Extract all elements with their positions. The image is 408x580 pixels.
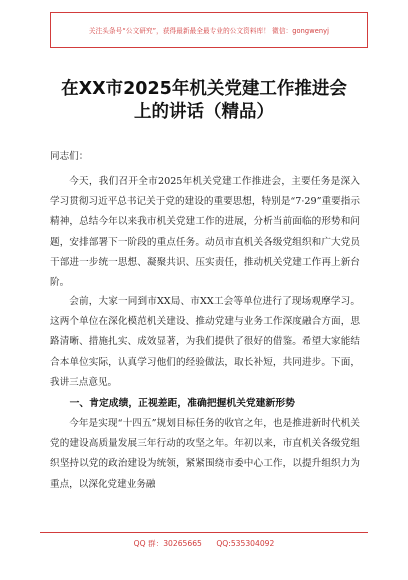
paragraph-2 xyxy=(50,292,360,393)
section-heading-1: 一、肯定成绩，正视差距，准确把握机关党建新形势 xyxy=(69,398,295,409)
document-title-line1: 在XX市2025年机关党建工作推进会 xyxy=(61,79,347,99)
greeting: 同志们： xyxy=(50,151,89,162)
paragraph-3 xyxy=(50,414,360,495)
document-title-line2: 上的讲话（精品） xyxy=(134,102,274,122)
footer-divider xyxy=(40,532,368,533)
header-banner xyxy=(50,12,368,48)
footer xyxy=(0,538,408,549)
footer-qq-contact: QQ:535304092 xyxy=(216,539,275,548)
paragraph-1-text: 今天，我们召开全市2025年机关党建工作推进会，主要任务是深入学习贯彻习近平总书记关于党的建设的重要思想，特别是“7·29”重要指示精神，总结今年以来我市机关党建工作的进展，分析当前面临的形势和问题，安排部署下一阶段的重点任务。动员市直机关各级党组织和广大党员干部进一步统一思想、凝聚共识、压实责任，推动机关党建工作再上新台阶。 xyxy=(50,176,360,289)
header-banner-text: 关注头条号“公文研究”，获得最新最全最专业的公文资料库！ 微信：gongwenyj xyxy=(88,27,330,35)
paragraph-2-text: 会前，大家一同到市XX局、市XX工会等单位进行了现场观摩学习。这两个单位在深化模范机关建设、推动党建与业务工作深度融合方面，思路清晰、措施扎实、成效显著，为我们提供了很好的借鉴。希望大家能结合本单位实际，认真学习他们的经验做法，取长补短，共同进步。下面，我讲三点意见。 xyxy=(50,296,360,388)
paragraph-1 xyxy=(50,172,360,293)
paragraph-3-text: 今年是实现“十四五”规划目标任务的收官之年，也是推进新时代机关党的建设高质量发展三年行动的攻坚之年。年初以来，市直机关各级党组织坚持以党的政治建设为统领，紧紧围绕市委中心工作，以提升组织力为重点，以深化党建业务融 xyxy=(50,418,360,490)
footer-qq-group: QQ 群：30265665 xyxy=(133,539,202,548)
